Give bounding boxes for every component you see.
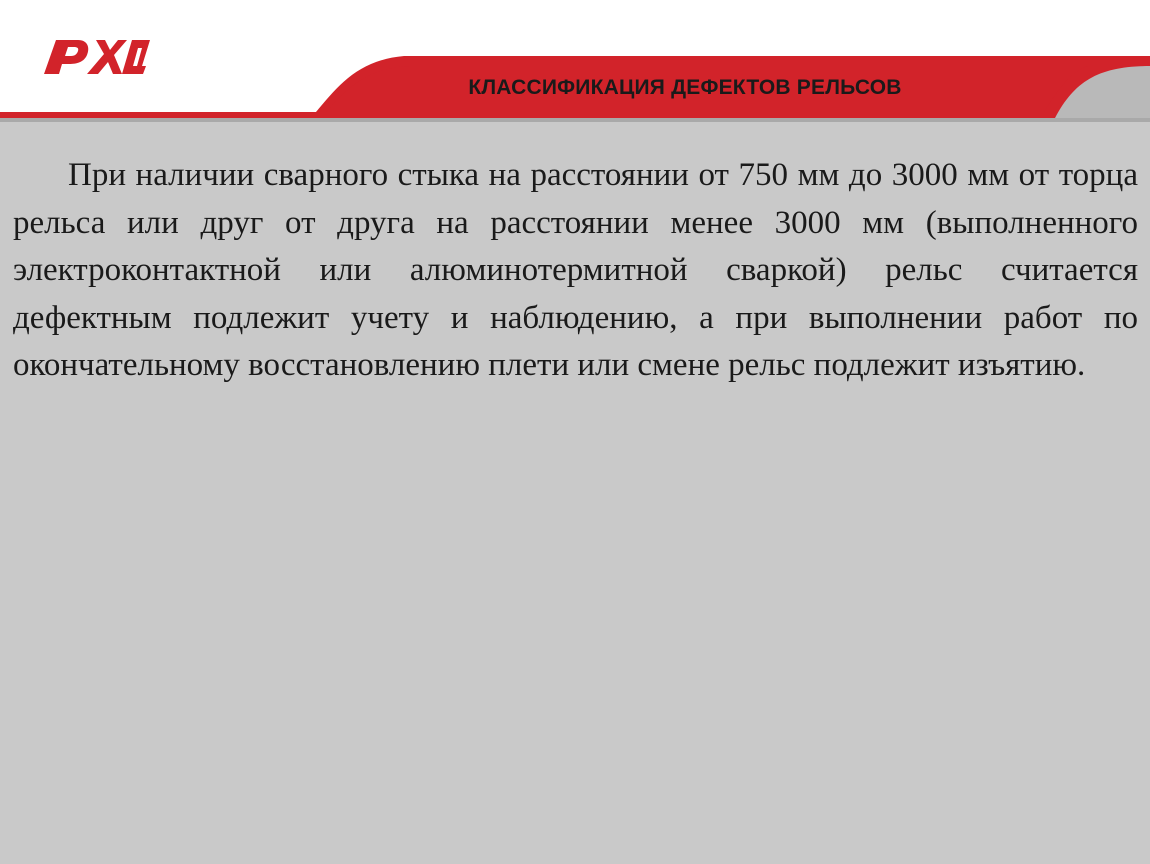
body-paragraph: При наличии сварного стыка на расстоянии от 750 мм до 3000 мм от торца рельса или друг от друга на расстоянии менее 3000 мм (выполненного электроконтактной или алюминотермитной сваркой) рельс считается дефектным подлежит учету и наблюдению, а при выполнении работ по окончательному восстановлению плети или смене рельс подлежит изъятию.: [13, 157, 1138, 383]
title-band: [330, 64, 1030, 112]
slide-header: [0, 0, 1150, 122]
slide-title: КЛАССИФИКАЦИЯ ДЕФЕКТОВ РЕЛЬСОВ: [468, 76, 902, 99]
rzd-logo: [38, 30, 154, 82]
rzd-logo-icon: [38, 30, 154, 82]
